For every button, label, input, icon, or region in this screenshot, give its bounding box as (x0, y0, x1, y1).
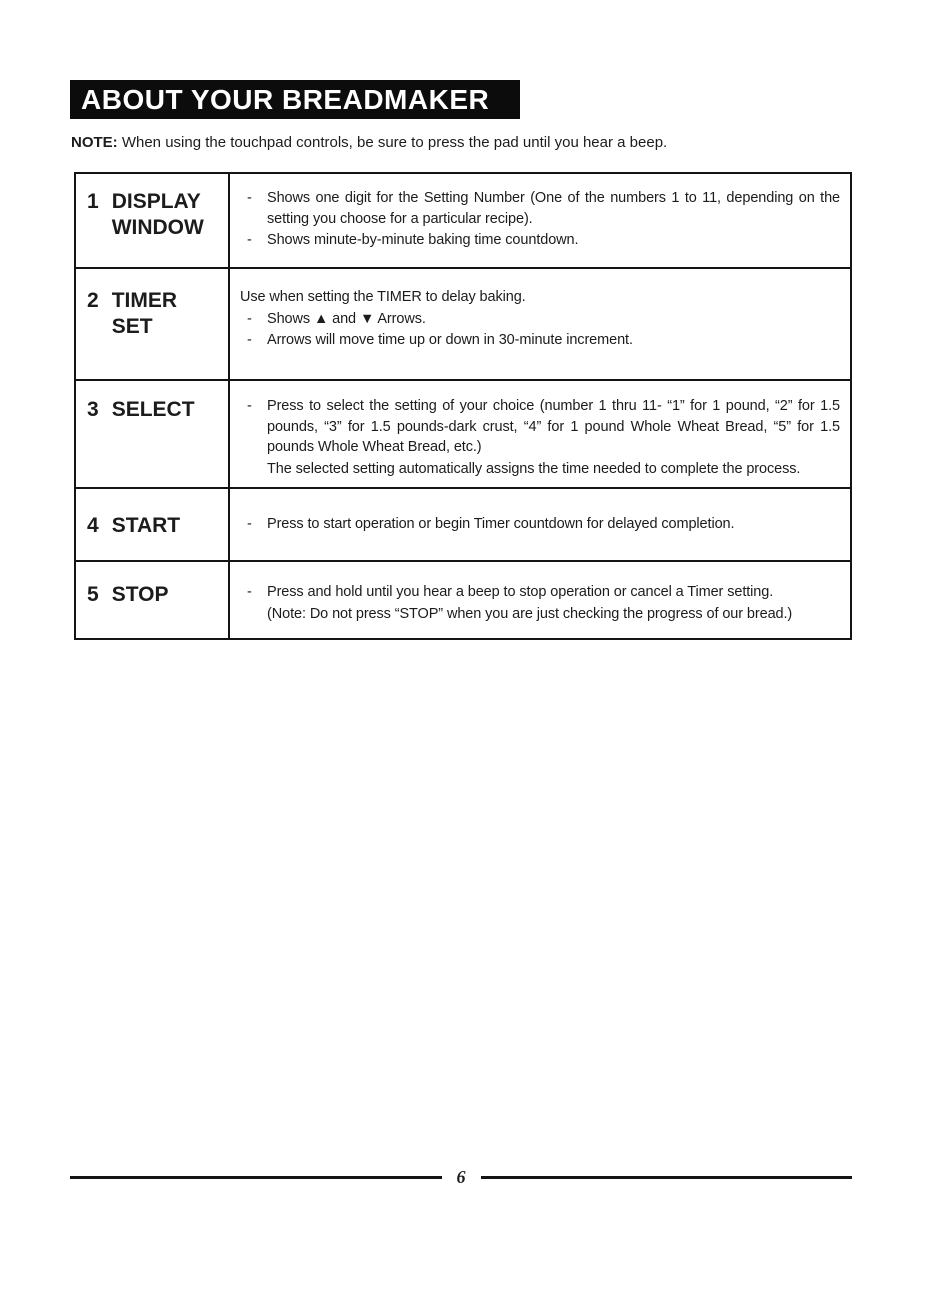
row-description-cell (228, 269, 850, 379)
description-text: Press to start operation or begin Timer countdown for delayed completion. (267, 516, 735, 532)
row-label (112, 397, 195, 487)
row-label (112, 288, 177, 379)
row-number: 3 (87, 398, 99, 421)
description-item (240, 604, 840, 625)
row-label-line: TIMER (111, 289, 178, 312)
dash-marker: - (247, 516, 252, 532)
footer-rule-right (481, 1176, 853, 1179)
row-header-cell (76, 174, 228, 267)
row-description-cell (228, 381, 850, 487)
description-item (240, 230, 840, 251)
info-table (74, 172, 852, 640)
row-header-cell (76, 489, 228, 560)
row-header-cell (76, 269, 228, 379)
row-header-cell (76, 562, 228, 638)
description-item (240, 287, 840, 308)
description-text: Use when setting the TIMER to delay baking. (240, 289, 526, 305)
dash-marker: - (247, 398, 252, 414)
note-text: When using the touchpad controls, be sure to press the pad until you hear a beep. (121, 134, 668, 151)
table-row (76, 379, 850, 487)
table-row (76, 560, 850, 638)
description-text: Press and hold until you hear a beep to stop operation or cancel a Timer setting. (267, 584, 774, 600)
description-item (240, 459, 840, 480)
description-item (240, 514, 840, 535)
page-footer (70, 1168, 852, 1186)
note-label: NOTE: (71, 134, 118, 151)
row-number: 1 (87, 190, 99, 213)
description-text: Shows minute-by-minute baking time countdown. (267, 232, 579, 248)
table-row (76, 267, 850, 379)
row-label-line: STOP (111, 583, 169, 606)
dash-marker: - (247, 584, 252, 600)
section-title: ABOUT YOUR BREADMAKER (70, 80, 520, 119)
description-text: Arrows will move time up or down in 30-minute increment. (267, 332, 633, 348)
row-label (112, 513, 180, 560)
dash-marker: - (247, 232, 252, 248)
table-row (76, 174, 850, 267)
row-label (112, 189, 204, 267)
description-text: Shows ▲ and ▼ Arrows. (267, 310, 426, 327)
row-description-cell (228, 174, 850, 267)
row-number: 4 (87, 514, 99, 537)
row-label-line: START (111, 514, 181, 537)
description-text: Shows one digit for the Setting Number (One of the numbers 1 to 11, depending on the setting you choose for a particular recipe). (267, 190, 840, 227)
dash-marker: - (247, 190, 252, 206)
page-number: 6 (456, 1167, 466, 1187)
row-header-cell (76, 381, 228, 487)
row-number: 5 (87, 583, 99, 606)
description-text: (Note: Do not press “STOP” when you are just checking the progress of our bread.) (267, 605, 793, 622)
description-text: The selected setting automatically assigns the time needed to complete the process. (267, 460, 801, 477)
footer-rule-left (70, 1176, 442, 1179)
description-item (240, 330, 840, 351)
row-label-line: SELECT (111, 398, 195, 421)
row-number: 2 (87, 289, 99, 312)
row-label-line: SET (111, 315, 153, 338)
description-item (240, 188, 840, 229)
row-description-cell (228, 489, 850, 560)
description-item (240, 396, 840, 458)
row-label-line: DISPLAY (111, 190, 201, 213)
row-label-line: WINDOW (111, 216, 204, 239)
description-item (240, 309, 840, 330)
dash-marker: - (247, 310, 252, 327)
dash-marker: - (247, 332, 252, 348)
row-description-cell (228, 562, 850, 638)
table-row (76, 487, 850, 560)
description-text: Press to select the setting of your choice (number 1 thru 11- “1” for 1 pound, “2” for 1.5 pounds, “3” for 1.5 pounds-dark crust, “4” for 1 pound Whole Wheat Bread, “5” for 1.5 pounds Whole Wheat Bread, etc.) (267, 398, 840, 455)
note-line (71, 133, 831, 153)
row-label (112, 582, 169, 638)
description-item (240, 582, 840, 603)
